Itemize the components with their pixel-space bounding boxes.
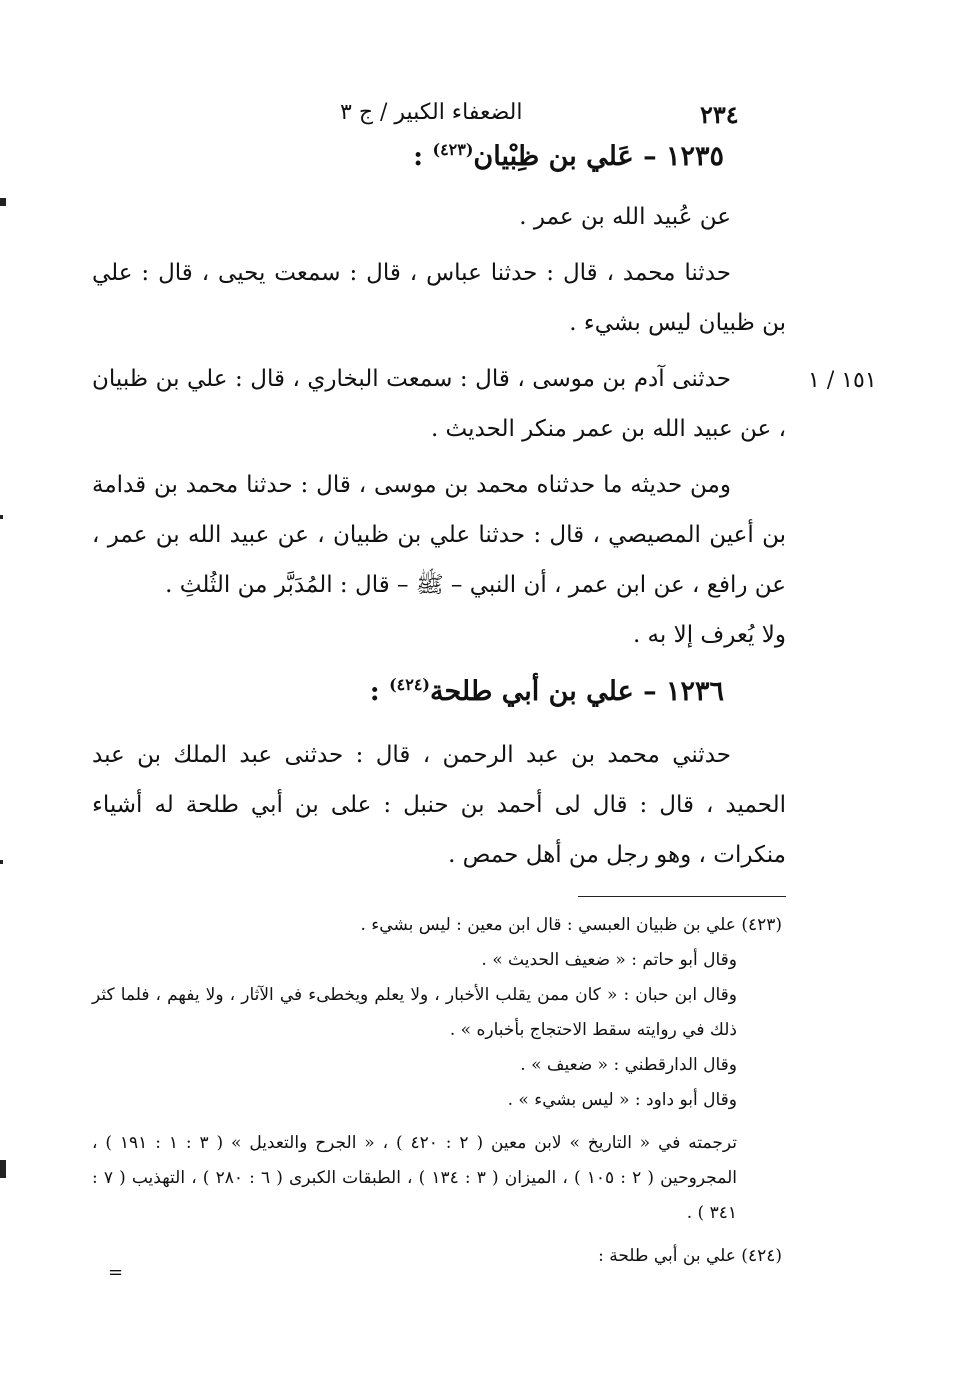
footnote-line: ترجمته في « التاريخ » لابن معين ( ٢ : ٤٢٠ ) ، « الجرح والتعديل » ( ٣ : ١ : ١٩١ ) ، المجروحين ( ٢ : ١٠٥ ) ، الميزان ( ٣ : ١٣٤ ) ، الطبقات الكبرى ( ٦ : ٢٨٠ ) ، التهذيب ( ٧ : ٣٤١ ) . <box>92 1133 737 1223</box>
scan-edge-mark <box>0 515 3 519</box>
footnote-line: وقال ابن حبان : « كان ممن يقلب الأخبار ، ولا يعلم ويخطىء في الآثار ، ولا يفهم ، فلما كثر ذلك في روايته سقط الاحتجاج بأخباره » . <box>92 985 737 1040</box>
page-number: ٢٣٤ <box>700 100 739 129</box>
paragraph: حدثني محمد بن عبد الرحمن ، قال : حدثنى عبد الملك بن عبد الحميد ، قال : قال لى أحمد بن حنبل : على بن أبي طلحة له أشياء منكرات ، وهو رجل من أهل حمص . <box>92 742 786 868</box>
margin-manuscript-reference: ١٥١ / ١ <box>808 368 877 393</box>
paragraph: عن عُبيد الله بن عمر . <box>519 204 731 230</box>
entry-1236-body <box>92 730 786 880</box>
entry-1235-title: ١٢٣٥ – عَلي بن ظِبْيان <box>473 141 724 172</box>
footnote-423: (٤٢٣) علي بن ظبيان العبسي : قال ابن معين : ليس بشيء . <box>360 915 782 935</box>
footnote-line: وقال الدارقطني : « ضعيف » . <box>520 1055 737 1075</box>
entry-1236-title: ١٢٣٦ – علي بن أبي طلحة <box>430 676 724 707</box>
entry-1235-colon: : <box>413 141 424 172</box>
footnote-ref-423[interactable]: (٤٢٣) <box>432 140 474 159</box>
entry-1236-heading <box>370 675 724 707</box>
paragraph: حدثنا محمد ، قال : حدثنا عباس ، قال : سمعت يحيى ، قال : علي بن ظبيان ليس بشيء . <box>92 260 786 336</box>
entry-1235-heading <box>413 140 724 172</box>
paragraph: حدثنى آدم بن موسى ، قال : سمعت البخاري ، قال : علي بن ظبيان ، عن عبيد الله بن عمر منكر الحديث . <box>92 366 786 442</box>
footnote-separator <box>578 896 786 897</box>
entry-1235-body <box>92 192 786 660</box>
scan-edge-mark <box>0 860 3 864</box>
footnote-ref-424[interactable]: (٤٢٤) <box>389 675 430 694</box>
scan-edge-mark <box>0 198 6 206</box>
footnote-line: وقال أبو حاتم : « ضعيف الحديث » . <box>481 950 737 970</box>
paragraph: ولا يُعرف إلا به . <box>632 622 786 648</box>
footnote-424: (٤٢٤) علي بن أبي طلحة : <box>598 1246 782 1266</box>
entry-1236-colon: : <box>369 676 380 707</box>
continuation-mark: = <box>108 1262 124 1283</box>
running-title: الضعفاء الكبير / ج ٣ <box>340 100 523 125</box>
paragraph: ومن حديثه ما حدثناه محمد بن موسى ، قال : حدثنا محمد بن قدامة بن أعين المصيصي ، قال : حدثنا علي بن ظبيان ، عن عبيد الله بن عمر ، عن رافع ، عن ابن عمر ، أن النبي – ﷺ – قال : المُدَبَّر من الثُلثِ . <box>92 472 786 598</box>
footnote-line: وقال أبو داود : « ليس بشيء » . <box>507 1090 737 1110</box>
scan-edge-mark <box>0 1160 6 1178</box>
footnotes <box>92 908 782 1274</box>
